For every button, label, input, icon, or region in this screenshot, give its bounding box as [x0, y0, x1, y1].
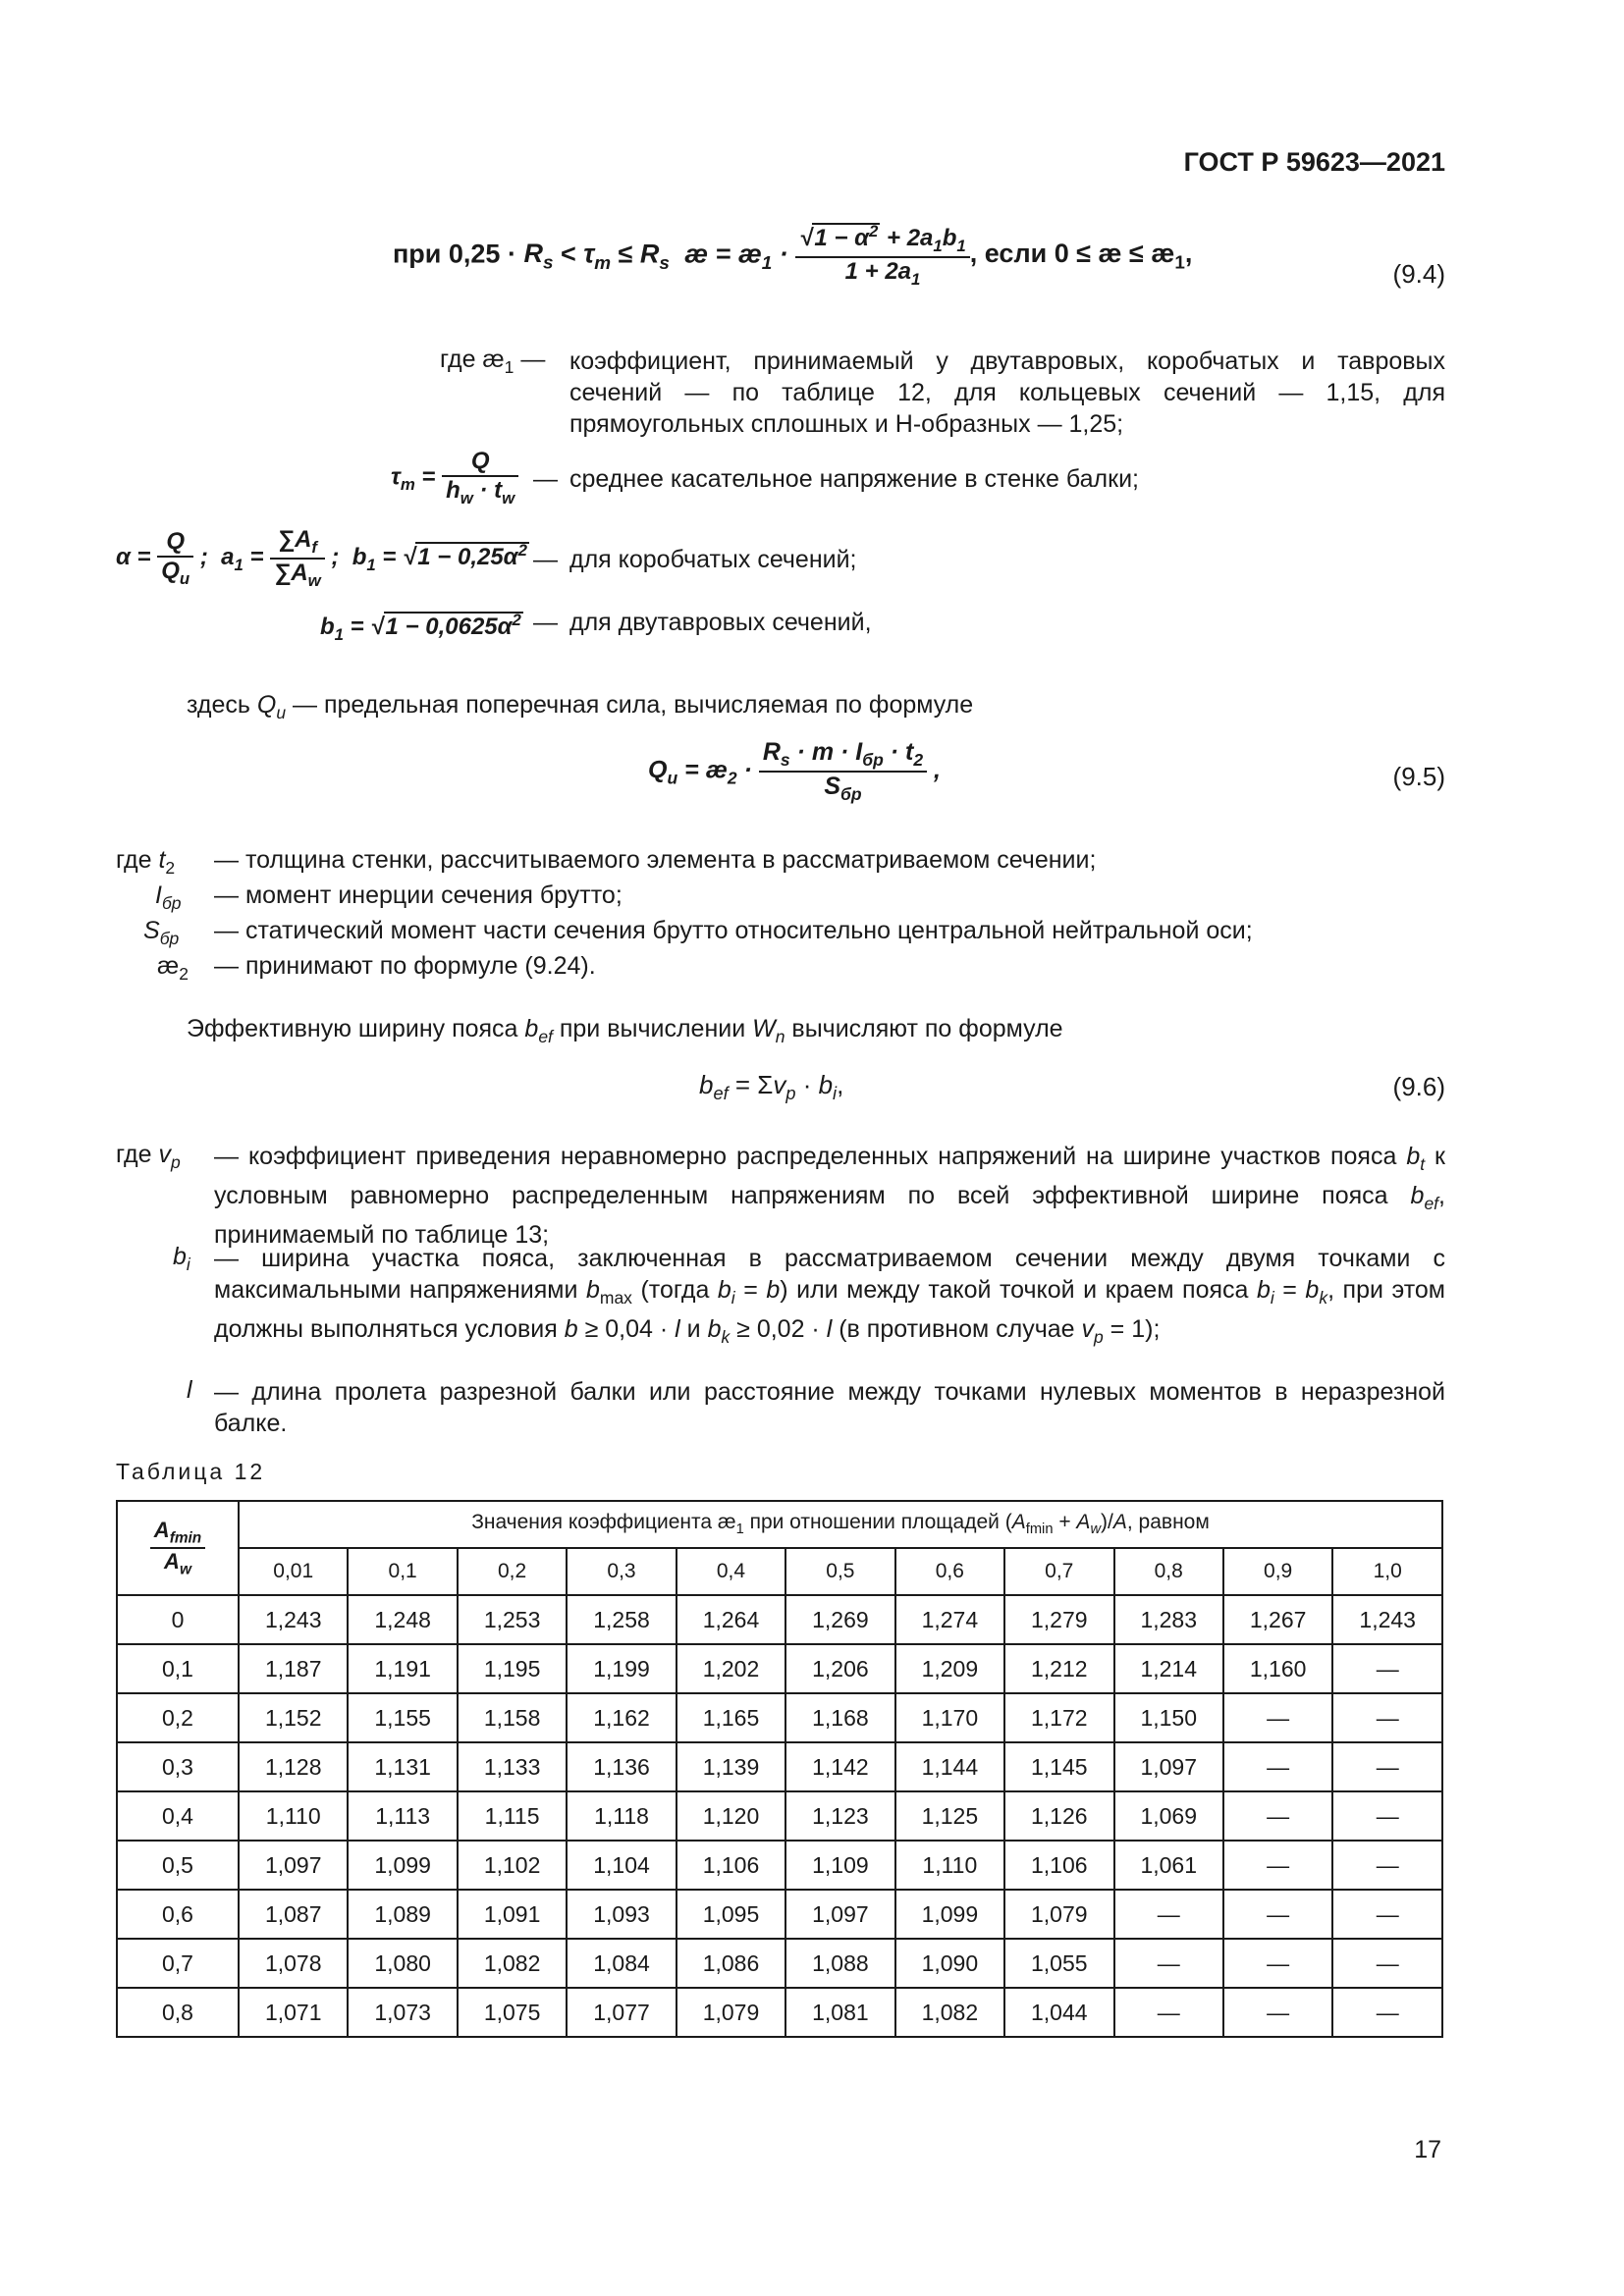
table-cell: 1,097	[785, 1890, 894, 1939]
bef-intro-line: Эффективную ширину пояса $b_{ef}$ при вычислении $W_n$ вычисляют по формуле	[187, 1015, 1063, 1046]
def-bi-text: — ширина участка пояса, заключенная в рассматриваемом сечении между двумя точками с максимальными напряжениями $b_{max}$ (тогда $b_i = b$) или между такой точкой и краем пояса $b_i = b_k$, при этом должны выполняться условия b ≥ 0,04 · l и $b_k \ge 0,02 \cdot l$ (в противном случае $v_p = 1$);	[214, 1245, 1445, 1347]
table-cell: 1,243	[239, 1595, 348, 1644]
table-cell: 1,212	[1004, 1644, 1113, 1693]
formula-9-4: при $0,25 \cdot R_s < \tau_m \le R_s$ æ = $æ_1$ · $\frac{√1 - \alpha^2 + 2a_1b_1}{1 + 2a_1}$ , если 0 ≤ æ ≤ $æ_1$,	[393, 222, 1193, 289]
table-cell: 1,118	[567, 1791, 676, 1841]
table-cell: 1,168	[785, 1693, 894, 1742]
table-cell: 1,113	[348, 1791, 457, 1841]
table-cell: 1,165	[677, 1693, 785, 1742]
table-cell: 1,214	[1114, 1644, 1223, 1693]
table-cell: 1,126	[1004, 1791, 1113, 1841]
def-box-dash: —	[533, 546, 558, 573]
table-cell: 1,269	[785, 1595, 894, 1644]
table-cell: —	[1332, 1693, 1442, 1742]
table-cell: 1,248	[348, 1595, 457, 1644]
table-cell: 1,110	[895, 1841, 1004, 1890]
table-column-header: 0,8	[1114, 1548, 1223, 1595]
table-cell: 1,088	[785, 1939, 894, 1988]
table-cell: 1,115	[458, 1791, 567, 1841]
table-cell: 1,082	[458, 1939, 567, 1988]
table-cell: 1,084	[567, 1939, 676, 1988]
table-cell: 1,079	[677, 1988, 785, 2037]
table-column-header: 0,4	[677, 1548, 785, 1595]
def-S-label: $S_{бр}$	[143, 917, 180, 948]
table-column-header: 0,01	[239, 1548, 348, 1595]
def-ibeam-text: для двутавровых сечений,	[569, 609, 872, 636]
table-row	[117, 1890, 1442, 1939]
table-cell: 1,093	[567, 1890, 676, 1939]
table-cell: 1,253	[458, 1595, 567, 1644]
table-cell: 1,069	[1114, 1791, 1223, 1841]
table-cell: 1,125	[895, 1791, 1004, 1841]
formula-9-5-number: (9.5)	[1392, 762, 1445, 791]
table-header-top: Значения коэффициента $æ_1$ при отношении площадей $(A_{fmin} + A_w)/A$, равном	[239, 1501, 1442, 1548]
table-column-header: 1,0	[1332, 1548, 1442, 1595]
def-I-text: — момент инерции сечения брутто;	[214, 881, 623, 909]
table-cell: —	[1223, 1742, 1332, 1791]
table-cell: 1,133	[458, 1742, 567, 1791]
table-cell: —	[1114, 1988, 1223, 2037]
table-cell: 1,097	[239, 1841, 348, 1890]
table-cell: —	[1332, 1644, 1442, 1693]
table-cell: 1,274	[895, 1595, 1004, 1644]
table-column-header: 0,9	[1223, 1548, 1332, 1595]
def-vp-label: где $v_p$	[116, 1141, 181, 1172]
table-cell: 1,170	[895, 1693, 1004, 1742]
document-standard-number: ГОСТ Р 59623—2021	[1183, 147, 1445, 177]
table-cell: 1,131	[348, 1742, 457, 1791]
table-row-header: 0,7	[117, 1939, 239, 1988]
table-cell: 1,202	[677, 1644, 785, 1693]
table-cell: 1,283	[1114, 1595, 1223, 1644]
table-cell: 1,077	[567, 1988, 676, 2037]
def-l-label: l	[187, 1376, 192, 1404]
formula-9-4-number: (9.4)	[1392, 259, 1445, 289]
table-cell: 1,199	[567, 1644, 676, 1693]
table-cell: 1,123	[785, 1791, 894, 1841]
table-row-header: 0,8	[117, 1988, 239, 2037]
def-t2-text: — толщина стенки, рассчитываемого элемента в рассматриваемом сечении;	[214, 846, 1097, 874]
table-cell: 1,191	[348, 1644, 457, 1693]
table-cell: —	[1114, 1939, 1223, 1988]
table-column-header: 0,6	[895, 1548, 1004, 1595]
table-cell: 1,267	[1223, 1595, 1332, 1644]
page-number: 17	[1414, 2136, 1441, 2163]
table-12-caption: Таблица 12	[116, 1459, 266, 1484]
def-vp-text: — коэффициент приведения неравномерно распределенных напряжений на ширине участков пояса $b_t$ к условным равномерно распределенным напряжениям по всей эффективной ширине пояса $b_{ef}$, принимаемый по таблице 13;	[214, 1143, 1445, 1249]
table-cell: 1,099	[348, 1841, 457, 1890]
table-column-header: 0,2	[458, 1548, 567, 1595]
table-12	[116, 1500, 1443, 2038]
table-column-header: 0,7	[1004, 1548, 1113, 1595]
table-cell: 1,264	[677, 1595, 785, 1644]
table-row-header: 0,5	[117, 1841, 239, 1890]
def-ae2-label: $æ_2$	[157, 952, 189, 984]
table-corner-ratio: $\frac{A_{fmin}}{A_w}$	[117, 1501, 239, 1595]
table-cell: —	[1223, 1841, 1332, 1890]
table-cell: 1,162	[567, 1693, 676, 1742]
table-row-header: 0,6	[117, 1890, 239, 1939]
table-cell: 1,044	[1004, 1988, 1113, 2037]
def-tau-text: среднее касательное напряжение в стенке балки;	[569, 465, 1139, 493]
table-row-header: 0,3	[117, 1742, 239, 1791]
table-cell: 1,106	[677, 1841, 785, 1890]
table-cell: 1,061	[1114, 1841, 1223, 1890]
table-row	[117, 1939, 1442, 1988]
qu-intro-line: здесь $Q_u$ — предельная поперечная сила, вычисляемая по формуле	[187, 691, 974, 722]
table-row-header: 0,1	[117, 1644, 239, 1693]
table-cell: 1,142	[785, 1742, 894, 1791]
table-cell: 1,087	[239, 1890, 348, 1939]
table-cell: 1,078	[239, 1939, 348, 1988]
table-column-header: 0,3	[567, 1548, 676, 1595]
table-cell: 1,136	[567, 1742, 676, 1791]
table-cell: 1,155	[348, 1693, 457, 1742]
formula-9-6-number: (9.6)	[1392, 1072, 1445, 1101]
table-cell: 1,097	[1114, 1742, 1223, 1791]
def-l-text: — длина пролета разрезной балки или расстояние между точками нулевых моментов в неразрезной балке.	[214, 1378, 1445, 1437]
table-cell: 1,099	[895, 1890, 1004, 1939]
table-row	[117, 1644, 1442, 1693]
table-cell: —	[1223, 1890, 1332, 1939]
table-row	[117, 1595, 1442, 1644]
table-cell: 1,102	[458, 1841, 567, 1890]
def-tau-dash: —	[533, 465, 558, 493]
table-cell: 1,086	[677, 1939, 785, 1988]
table-column-header: 0,5	[785, 1548, 894, 1595]
formula-9-6: $b_{ef} = \Sigma v_p \cdot b_i$,	[699, 1070, 844, 1104]
table-cell: 1,206	[785, 1644, 894, 1693]
table-cell: —	[1332, 1841, 1442, 1890]
formula-tau-m: $\tau_m$ = $\frac{Q}{h_w \cdot t_w}$	[391, 448, 518, 508]
table-cell: 1,110	[239, 1791, 348, 1841]
table-cell: 1,080	[348, 1939, 457, 1988]
table-cell: —	[1114, 1890, 1223, 1939]
table-cell: 1,195	[458, 1644, 567, 1693]
formula-9-5: $Q_u$ = $æ_2$ · $\frac{R_s \cdot m \cdot I_{бр} \cdot t_2}{S_{бр}}$ ,	[648, 738, 941, 804]
table-row	[117, 1988, 1442, 2037]
table-row	[117, 1742, 1442, 1791]
table-cell: —	[1332, 1742, 1442, 1791]
table-cell: 1,075	[458, 1988, 567, 2037]
def-box-text: для коробчатых сечений;	[569, 546, 857, 573]
table-cell: 1,150	[1114, 1693, 1223, 1742]
formula-b1-ibeam: $b_1 = √1 - 0,0625\alpha^2$	[320, 611, 521, 644]
table-cell: 1,091	[458, 1890, 567, 1939]
table-cell: 1,145	[1004, 1742, 1113, 1791]
def-bi-label: $b_i$	[173, 1243, 190, 1274]
def-ae1-label: где $æ_1$ —	[440, 346, 546, 377]
table-cell: 1,055	[1004, 1939, 1113, 1988]
table-cell: 1,095	[677, 1890, 785, 1939]
table-cell: 1,120	[677, 1791, 785, 1841]
def-I-label: $I_{бр}$	[155, 881, 182, 913]
table-cell: 1,279	[1004, 1595, 1113, 1644]
table-cell: —	[1332, 1939, 1442, 1988]
table-cell: 1,089	[348, 1890, 457, 1939]
def-ibeam-dash: —	[533, 609, 558, 636]
table-cell: —	[1223, 1988, 1332, 2037]
def-t2-label: где $t_2$	[116, 846, 176, 878]
table-cell: 1,139	[677, 1742, 785, 1791]
def-S-text: — статический момент части сечения брутто относительно центральной нейтральной оси;	[214, 917, 1253, 944]
table-cell: 1,209	[895, 1644, 1004, 1693]
table-cell: 1,090	[895, 1939, 1004, 1988]
table-cell: 1,104	[567, 1841, 676, 1890]
table-cell: —	[1223, 1939, 1332, 1988]
table-row	[117, 1791, 1442, 1841]
table-cell: —	[1223, 1693, 1332, 1742]
table-cell: 1,073	[348, 1988, 457, 2037]
table-cell: 1,172	[1004, 1693, 1113, 1742]
table-cell: —	[1223, 1791, 1332, 1841]
table-cell: 1,082	[895, 1988, 1004, 2037]
table-row	[117, 1841, 1442, 1890]
table-cell: —	[1332, 1988, 1442, 2037]
table-cell: —	[1332, 1791, 1442, 1841]
def-ae2-text: — принимают по формуле (9.24).	[214, 952, 596, 980]
table-cell: —	[1332, 1890, 1442, 1939]
table-cell: 1,187	[239, 1644, 348, 1693]
table-cell: 1,158	[458, 1693, 567, 1742]
def-ae1-text: коэффициент, принимаемый у двутавровых, коробчатых и тавровых сечений — по таблице 12, для кольцевых сечений — 1,15, для прямоугольных сплошных и Н-образных — 1,25;	[569, 347, 1445, 438]
table-cell: 1,081	[785, 1988, 894, 2037]
table-cell: 1,144	[895, 1742, 1004, 1791]
table-column-header: 0,1	[348, 1548, 457, 1595]
table-cell: 1,258	[567, 1595, 676, 1644]
table-cell: 1,071	[239, 1988, 348, 2037]
table-row-header: 0,4	[117, 1791, 239, 1841]
formula-alpha-a1-b1: α = $\frac{Q}{Q_u}$ ; $a_1$ = $\frac{\sum A_f}{\sum A_w}$ ; $b_1 = √1 - 0,25\alpha^2$	[116, 526, 527, 590]
table-cell: 1,106	[1004, 1841, 1113, 1890]
table-row	[117, 1693, 1442, 1742]
table-row-header: 0	[117, 1595, 239, 1644]
table-cell: 1,160	[1223, 1644, 1332, 1693]
table-row-header: 0,2	[117, 1693, 239, 1742]
table-cell: 1,109	[785, 1841, 894, 1890]
table-cell: 1,128	[239, 1742, 348, 1791]
table-cell: 1,243	[1332, 1595, 1442, 1644]
table-cell: 1,152	[239, 1693, 348, 1742]
table-cell: 1,079	[1004, 1890, 1113, 1939]
